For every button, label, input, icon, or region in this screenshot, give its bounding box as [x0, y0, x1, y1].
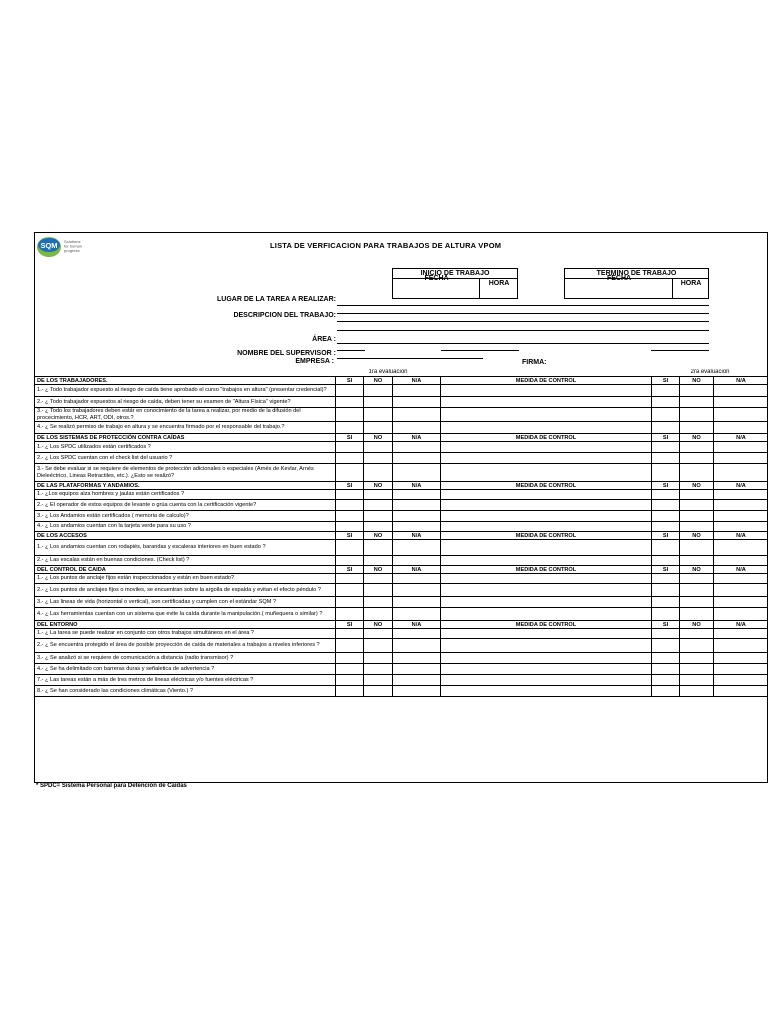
check-na-2[interactable] [714, 629, 768, 639]
check-na-1[interactable] [393, 500, 441, 511]
question-text: 4.- ¿ Se realizó permiso de trabajo en altura y se encuentra firmado por el responsable del trabajo.? [35, 422, 336, 434]
check-no-1[interactable] [364, 453, 393, 464]
question-text: 7.- ¿ Las tareas están a más de tres metros de lineas eléctricas y/o fuentes eléctricas ? [35, 675, 336, 686]
check-no-2[interactable] [680, 629, 714, 639]
measure-cell[interactable] [441, 675, 652, 686]
svg-text:for human: for human [64, 243, 83, 249]
check-yes-1[interactable] [336, 675, 364, 686]
section-header-row [35, 621, 768, 629]
col-no-1: NO [364, 482, 393, 490]
description-line[interactable] [337, 321, 709, 322]
check-yes-2[interactable] [652, 639, 680, 653]
measure-cell[interactable] [441, 556, 652, 566]
footnote: * SPDC= Sistema Personal para Detención de Caídas [36, 783, 187, 789]
place-line[interactable] [337, 305, 709, 306]
check-yes-1[interactable] [336, 397, 364, 408]
col-yes-1: SI [336, 566, 364, 574]
check-na-1[interactable] [393, 408, 441, 422]
check-no-1[interactable] [364, 629, 393, 639]
check-yes-1[interactable] [336, 385, 364, 397]
col-na-2: N/A [714, 621, 768, 629]
check-no-1[interactable] [364, 511, 393, 522]
check-no-1[interactable] [364, 664, 393, 675]
col-no-2: NO [680, 377, 714, 385]
check-no-2[interactable] [680, 540, 714, 556]
check-no-2[interactable] [680, 464, 714, 482]
check-no-2[interactable] [680, 522, 714, 532]
first-evaluation-label: 1ra evaluacion [368, 369, 408, 376]
table-row [35, 664, 768, 675]
check-na-2[interactable] [714, 500, 768, 511]
measure-cell[interactable] [441, 453, 652, 464]
check-yes-2[interactable] [652, 385, 680, 397]
check-yes-1[interactable] [336, 442, 364, 453]
check-yes-2[interactable] [652, 629, 680, 639]
table-row [35, 574, 768, 584]
form-title: LISTA DE VERFICACION PARA TRABAJOS DE ALTURA VPOM [270, 241, 502, 250]
sqm-logo [36, 235, 106, 259]
check-na-2[interactable] [714, 608, 768, 621]
check-no-2[interactable] [680, 664, 714, 675]
check-yes-2[interactable] [652, 686, 680, 697]
col-yes-2: SI [652, 566, 680, 574]
col-na-1: N/A [393, 566, 441, 574]
check-na-1[interactable] [393, 385, 441, 397]
col-measure: MEDIDA DE CONTROL [441, 621, 652, 629]
table-row [35, 629, 768, 639]
signature-label: FIRMA: [522, 359, 547, 366]
question-text: 1.- ¿Los equipos alza hombres y jaulas están certificados ? [35, 490, 336, 500]
end-work-box [564, 268, 709, 299]
section-header-row [35, 482, 768, 490]
section-header-row [35, 566, 768, 574]
check-yes-2[interactable] [652, 453, 680, 464]
check-na-1[interactable] [393, 511, 441, 522]
col-na-1: N/A [393, 482, 441, 490]
check-yes-2[interactable] [652, 675, 680, 686]
question-text: 1.- ¿ La tarea se puede realizar en conjunto con otros trabajos simultáneos en el área ? [35, 629, 336, 639]
check-yes-1[interactable] [336, 522, 364, 532]
check-no-1[interactable] [364, 608, 393, 621]
check-yes-2[interactable] [652, 422, 680, 434]
table-row [35, 597, 768, 608]
col-measure: MEDIDA DE CONTROL [441, 482, 652, 490]
check-na-1[interactable] [393, 639, 441, 653]
table-row [35, 675, 768, 686]
check-na-2[interactable] [714, 597, 768, 608]
col-no-1: NO [364, 621, 393, 629]
section-title: DE LOS TRABAJADORES. [35, 377, 336, 385]
measure-cell[interactable] [441, 397, 652, 408]
empty-row [35, 697, 768, 716]
question-text: 2.- ¿ El operador de estos equipos de levante o grúa cuenta con la certificación vigente? [35, 500, 336, 511]
check-na-2[interactable] [714, 664, 768, 675]
check-yes-1[interactable] [336, 500, 364, 511]
question-text: 3.- ¿ Todo los trabajadores deben estár en conocimiento de la tarea a realizar, por medio de la difusión del procecimiento, HCR, ART, ODI, otros.? [35, 408, 336, 422]
check-yes-1[interactable] [336, 608, 364, 621]
table-row [35, 500, 768, 511]
sqm-logo-icon [36, 235, 106, 259]
check-na-2[interactable] [714, 385, 768, 397]
check-no-1[interactable] [364, 584, 393, 597]
check-na-1[interactable] [393, 597, 441, 608]
check-yes-1[interactable] [336, 629, 364, 639]
question-text: 3.- Se debe evaluar si se requiere de elementos de protección adicionales o especiales (Arnés de Kevlar, Arnés Dieleéctrico, Lineas Retractiles, etc.). ¿Esto se realizó? [35, 464, 336, 482]
check-no-2[interactable] [680, 442, 714, 453]
measure-cell[interactable] [441, 385, 652, 397]
check-yes-1[interactable] [336, 453, 364, 464]
supervisor-line-2[interactable] [441, 350, 519, 351]
col-measure: MEDIDA DE CONTROL [441, 377, 652, 385]
table-row [35, 511, 768, 522]
check-yes-2[interactable] [652, 490, 680, 500]
question-text: 4.- ¿ Se ha delimitado con barreras duras y señaletica de advertencia ? [35, 664, 336, 675]
area-label: ÁREA : [312, 336, 336, 343]
measure-cell[interactable] [441, 664, 652, 675]
check-no-2[interactable] [680, 453, 714, 464]
check-na-2[interactable] [714, 453, 768, 464]
check-na-1[interactable] [393, 675, 441, 686]
question-text: 2.- ¿ Los puntos de anclajes fijos o moviles, se encuentran sobre la argolla de espalda y evitan el efecto péndulo ? [35, 584, 336, 597]
section-title: DEL ENTORNO [35, 621, 336, 629]
check-no-1[interactable] [364, 500, 393, 511]
check-na-2[interactable] [714, 442, 768, 453]
col-yes-1: SI [336, 377, 364, 385]
check-na-1[interactable] [393, 464, 441, 482]
check-no-1[interactable] [364, 522, 393, 532]
check-na-1[interactable] [393, 629, 441, 639]
check-no-1[interactable] [364, 574, 393, 584]
check-na-2[interactable] [714, 464, 768, 482]
check-na-2[interactable] [714, 511, 768, 522]
check-na-1[interactable] [393, 686, 441, 697]
check-na-2[interactable] [714, 574, 768, 584]
logo-text: SQM [40, 241, 58, 250]
col-no-1: NO [364, 532, 393, 540]
check-yes-1[interactable] [336, 574, 364, 584]
check-no-1[interactable] [364, 385, 393, 397]
measure-cell[interactable] [441, 584, 652, 597]
check-na-2[interactable] [714, 490, 768, 500]
check-yes-1[interactable] [336, 490, 364, 500]
check-na-2[interactable] [714, 397, 768, 408]
check-no-2[interactable] [680, 675, 714, 686]
col-no-2: NO [680, 532, 714, 540]
col-measure: MEDIDA DE CONTROL [441, 566, 652, 574]
question-text: 1.- ¿ Todo trabajador expuesto al riesgo de caída tiene aprobado el curso "trabajos en altura" (presentar credencial)? [35, 385, 336, 397]
col-no-2: NO [680, 482, 714, 490]
check-no-2[interactable] [680, 397, 714, 408]
measure-cell[interactable] [441, 442, 652, 453]
check-no-1[interactable] [364, 597, 393, 608]
check-na-1[interactable] [393, 522, 441, 532]
col-yes-2: SI [652, 377, 680, 385]
table-row [35, 653, 768, 664]
measure-cell[interactable] [441, 408, 652, 422]
measure-cell[interactable] [441, 629, 652, 639]
col-na-2: N/A [714, 377, 768, 385]
start-work-title: INICIO DE TRABAJO [393, 269, 517, 279]
check-no-2[interactable] [680, 500, 714, 511]
check-no-1[interactable] [364, 639, 393, 653]
table-row [35, 453, 768, 464]
col-yes-2: SI [652, 621, 680, 629]
section-title: DE LOS ACCESOS [35, 532, 336, 540]
check-no-1[interactable] [364, 422, 393, 434]
col-na-1: N/A [393, 621, 441, 629]
check-yes-2[interactable] [652, 556, 680, 566]
check-no-1[interactable] [364, 686, 393, 697]
col-yes-2: SI [652, 482, 680, 490]
table-row [35, 686, 768, 697]
check-na-2[interactable] [714, 675, 768, 686]
check-yes-1[interactable] [336, 422, 364, 434]
check-yes-2[interactable] [652, 464, 680, 482]
question-text: 8.- ¿ Se han considerado las condiciones climáticas (Viento.) ? [35, 686, 336, 697]
check-yes-1[interactable] [336, 597, 364, 608]
table-row [35, 490, 768, 500]
check-no-2[interactable] [680, 608, 714, 621]
check-no-1[interactable] [364, 464, 393, 482]
check-na-2[interactable] [714, 556, 768, 566]
col-no-1: NO [364, 434, 393, 442]
measure-cell[interactable] [441, 522, 652, 532]
place-line-2[interactable] [337, 313, 709, 314]
check-na-1[interactable] [393, 664, 441, 675]
measure-cell[interactable] [441, 511, 652, 522]
table-row [35, 464, 768, 482]
col-yes-2: SI [652, 434, 680, 442]
end-date-label: FECHA [606, 275, 632, 282]
check-na-2[interactable] [714, 686, 768, 697]
check-na-1[interactable] [393, 540, 441, 556]
table-row [35, 385, 768, 397]
col-no-2: NO [680, 621, 714, 629]
check-yes-1[interactable] [336, 639, 364, 653]
check-no-2[interactable] [680, 686, 714, 697]
col-na-1: N/A [393, 434, 441, 442]
check-yes-1[interactable] [336, 408, 364, 422]
check-na-1[interactable] [393, 422, 441, 434]
check-yes-1[interactable] [336, 664, 364, 675]
section-header-row [35, 434, 768, 442]
place-label: LUGAR DE LA TAREA A REALIZAR: [217, 296, 336, 303]
check-na-1[interactable] [393, 442, 441, 453]
table-row [35, 639, 768, 653]
question-text: 4.- ¿ Los andamios cuentan con la tarjeta verde para su uso ? [35, 522, 336, 532]
table-row [35, 522, 768, 532]
question-text: 2.- ¿ Los SPDC cuentan con el check list del usuario ? [35, 453, 336, 464]
check-na-2[interactable] [714, 540, 768, 556]
check-na-1[interactable] [393, 574, 441, 584]
check-no-1[interactable] [364, 653, 393, 664]
question-text: 2.- ¿ Se encuentra protegido el área de posible proyección de caída de materiales a trabajos a niveles inferiores ? [35, 639, 336, 653]
check-no-2[interactable] [680, 408, 714, 422]
col-na-2: N/A [714, 532, 768, 540]
table-row [35, 584, 768, 597]
check-no-2[interactable] [680, 597, 714, 608]
check-yes-2[interactable] [652, 397, 680, 408]
question-text: 1.- ¿ Los andamios cuentan con rodapiés, barandas y escaleras interiores en buen estado ? [35, 540, 336, 556]
col-yes-2: SI [652, 532, 680, 540]
check-na-2[interactable] [714, 584, 768, 597]
check-yes-1[interactable] [336, 556, 364, 566]
check-no-1[interactable] [364, 556, 393, 566]
question-text: 1.- ¿ Los SPDC utilizados están certificados ? [35, 442, 336, 453]
question-text: 2.- ¿ Las escalas están en buenas condiciones. (Check list) ? [35, 556, 336, 566]
check-yes-1[interactable] [336, 464, 364, 482]
start-work-box [392, 268, 518, 299]
col-measure: MEDIDA DE CONTROL [441, 434, 652, 442]
measure-cell[interactable] [441, 540, 652, 556]
check-na-2[interactable] [714, 408, 768, 422]
col-no-1: NO [364, 566, 393, 574]
col-na-1: N/A [393, 532, 441, 540]
check-no-2[interactable] [680, 422, 714, 434]
section-header-row [35, 532, 768, 540]
check-yes-2[interactable] [652, 511, 680, 522]
col-no-1: NO [364, 377, 393, 385]
company-label: EMPRESA : [295, 358, 334, 365]
check-yes-1[interactable] [336, 584, 364, 597]
section-title: DE LOS SISTEMAS DE PROTECCIÓN CONTRA CAÍDAS [35, 434, 336, 442]
check-yes-2[interactable] [652, 597, 680, 608]
check-no-1[interactable] [364, 408, 393, 422]
company-line[interactable] [337, 358, 483, 359]
svg-text:Solutions: Solutions [64, 239, 81, 244]
check-no-1[interactable] [364, 442, 393, 453]
check-no-2[interactable] [680, 584, 714, 597]
check-yes-2[interactable] [652, 653, 680, 664]
question-text: 3.- ¿ Las lineas de vida (horizontal o vertical), son certificadas y cumplen con el estándar SQM ? [35, 597, 336, 608]
col-yes-1: SI [336, 532, 364, 540]
col-measure: MEDIDA DE CONTROL [441, 532, 652, 540]
table-row [35, 556, 768, 566]
measure-cell[interactable] [441, 422, 652, 434]
supervisor-line-3[interactable] [651, 350, 709, 351]
second-evaluation-label: 2ra evaluacion [690, 369, 730, 376]
check-na-1[interactable] [393, 453, 441, 464]
section-title: DEL CONTROL DE CAIDA [35, 566, 336, 574]
check-na-2[interactable] [714, 653, 768, 664]
evaluation-row [35, 369, 768, 377]
measure-cell[interactable] [441, 574, 652, 584]
check-yes-2[interactable] [652, 574, 680, 584]
check-na-1[interactable] [393, 584, 441, 597]
col-na-1: N/A [393, 377, 441, 385]
section-title: DE LAS PLATAFORMAS Y ANDAMIOS. [35, 482, 336, 490]
measure-cell[interactable] [441, 639, 652, 653]
check-yes-2[interactable] [652, 522, 680, 532]
checklist-table [34, 369, 768, 715]
col-yes-1: SI [336, 482, 364, 490]
check-na-1[interactable] [393, 653, 441, 664]
question-text: 3.- ¿ Los Andamios están certificados ( memoria de calculo)? [35, 511, 336, 522]
col-no-2: NO [680, 434, 714, 442]
description-line-2[interactable] [337, 330, 709, 331]
check-na-1[interactable] [393, 490, 441, 500]
col-na-2: N/A [714, 434, 768, 442]
check-yes-1[interactable] [336, 653, 364, 664]
check-na-2[interactable] [714, 639, 768, 653]
table-row [35, 608, 768, 621]
measure-cell[interactable] [441, 686, 652, 697]
check-no-2[interactable] [680, 639, 714, 653]
check-no-2[interactable] [680, 385, 714, 397]
supervisor-label: NOMBRE DEL SUPERVISOR : [237, 350, 336, 357]
question-text: 2.- ¿ Todo trabajador expuestos al riesgo de caída, deben tener su examen de "Altura Física" vigente? [35, 397, 336, 408]
check-no-2[interactable] [680, 653, 714, 664]
table-row [35, 442, 768, 453]
col-na-2: N/A [714, 482, 768, 490]
measure-cell[interactable] [441, 500, 652, 511]
end-work-title: TERMINO DE TRABAJO [565, 269, 708, 279]
measure-cell[interactable] [441, 653, 652, 664]
check-yes-2[interactable] [652, 664, 680, 675]
section-header-row [35, 377, 768, 385]
measure-cell[interactable] [441, 608, 652, 621]
measure-cell[interactable] [441, 464, 652, 482]
check-no-2[interactable] [680, 490, 714, 500]
check-no-1[interactable] [364, 675, 393, 686]
col-no-2: NO [680, 566, 714, 574]
check-no-2[interactable] [680, 574, 714, 584]
check-yes-2[interactable] [652, 608, 680, 621]
check-no-1[interactable] [364, 397, 393, 408]
check-na-2[interactable] [714, 422, 768, 434]
question-text: 3.- ¿ Se analizó si se requiere de comunicación a distancia (radio transmisor) ? [35, 653, 336, 664]
check-no-1[interactable] [364, 540, 393, 556]
check-na-1[interactable] [393, 556, 441, 566]
col-yes-1: SI [336, 621, 364, 629]
table-row [35, 540, 768, 556]
check-no-2[interactable] [680, 556, 714, 566]
measure-cell[interactable] [441, 597, 652, 608]
col-yes-1: SI [336, 434, 364, 442]
question-text: 4.- ¿ Las herramientas cuentan con un sistema que evite la caída durante la manipulación.( muñequera o similar) ? [35, 608, 336, 621]
measure-cell[interactable] [441, 490, 652, 500]
check-yes-1[interactable] [336, 511, 364, 522]
svg-text:progress: progress [64, 248, 80, 253]
start-time-label: HORA [479, 278, 518, 298]
col-na-2: N/A [714, 566, 768, 574]
supervisor-line[interactable] [337, 350, 365, 351]
check-yes-2[interactable] [652, 540, 680, 556]
check-na-1[interactable] [393, 608, 441, 621]
table-row [35, 408, 768, 422]
check-yes-2[interactable] [652, 584, 680, 597]
area-line[interactable] [337, 343, 709, 344]
check-yes-1[interactable] [336, 540, 364, 556]
check-yes-2[interactable] [652, 442, 680, 453]
check-yes-1[interactable] [336, 686, 364, 697]
end-time-label: HORA [672, 278, 709, 298]
table-row [35, 422, 768, 434]
table-row [35, 397, 768, 408]
check-no-2[interactable] [680, 511, 714, 522]
check-na-1[interactable] [393, 397, 441, 408]
check-no-1[interactable] [364, 490, 393, 500]
description-label: DESCRIPCION DEL TRABAJO: [233, 312, 336, 319]
check-yes-2[interactable] [652, 408, 680, 422]
check-yes-2[interactable] [652, 500, 680, 511]
start-date-label: FECHA [424, 275, 449, 282]
check-na-2[interactable] [714, 522, 768, 532]
question-text: 1.- ¿ Los puntos de anclaje fijos están inspeccionados y están en buen estado? [35, 574, 336, 584]
